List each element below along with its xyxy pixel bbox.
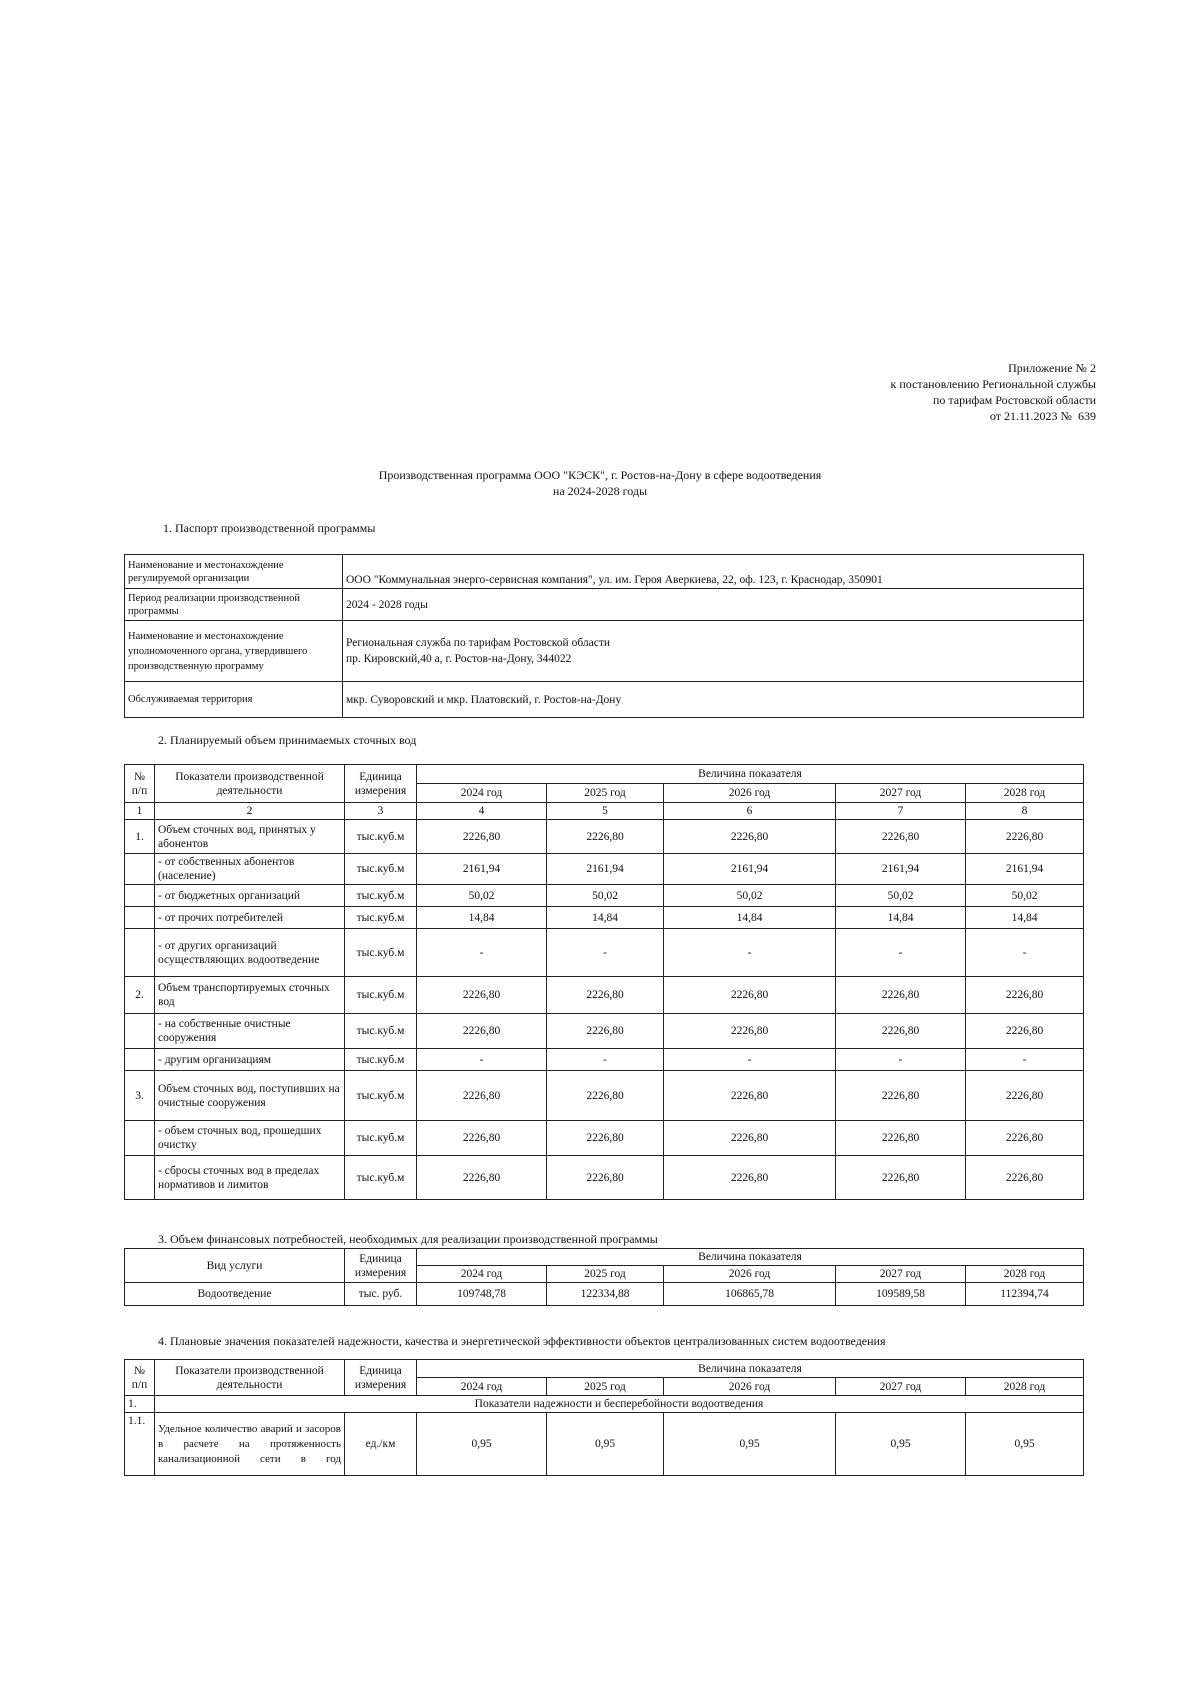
title-line-2: на 2024-2028 годы [552, 484, 648, 498]
appendix-line-1: Приложение № 2 [1008, 361, 1096, 375]
value-cell: 2161,94 [664, 854, 836, 885]
passport-value: ООО "Коммунальная энерго-сервисная компания", ул. им. Героя Аверкиева, 22, оф. 123, г. Краснодар, 350901 [343, 555, 1084, 589]
passport-row [125, 621, 1084, 682]
section2-heading: 2. Планируемый объем принимаемых сточных вод [158, 733, 417, 747]
passport-label: Наименование и местонахождение регулируемой организации [125, 555, 343, 589]
unit-cell: тыс.куб.м [345, 1121, 417, 1156]
indicator-name: - сбросы сточных вод в пределах нормативов и лимитов [155, 1156, 345, 1200]
table-row [125, 1071, 1084, 1121]
column-number: 5 [547, 803, 664, 820]
group-row [125, 1396, 1084, 1413]
table-body [125, 820, 1084, 1200]
value-cell: 2226,80 [417, 1071, 547, 1121]
value-cell: 2161,94 [836, 854, 966, 885]
value-cell: 2226,80 [417, 1014, 547, 1049]
table-row [125, 854, 1084, 885]
value-cell: 2226,80 [547, 1014, 664, 1049]
value-cell: 14,84 [966, 907, 1084, 929]
value-cell: 2226,80 [664, 1121, 836, 1156]
value-cell: 2226,80 [966, 1156, 1084, 1200]
value-cell: 2226,80 [966, 1014, 1084, 1049]
authority-name: Региональная служба по тарифам Ростовской области [346, 637, 611, 649]
table-row [125, 1156, 1084, 1200]
column-number: 1 [125, 803, 155, 820]
value-cell: - [966, 1049, 1084, 1071]
col-unit-header: Единица измерения [345, 765, 417, 803]
value-cell: 2226,80 [417, 977, 547, 1014]
value-cell: 2161,94 [547, 854, 664, 885]
row-number [125, 929, 155, 977]
value-cell: 50,02 [547, 885, 664, 907]
column-number: 2 [155, 803, 345, 820]
value-cell: - [664, 1049, 836, 1071]
value-cell: 2226,80 [966, 977, 1084, 1014]
unit-cell: тыс.куб.м [345, 1014, 417, 1049]
year-header: 2024 год [417, 784, 547, 803]
authority-address: пр. Кировский,40 а, г. Ростов-на-Дону, 344022 [346, 653, 572, 665]
year-header: 2025 год [547, 784, 664, 803]
year-header: 2028 год [966, 1266, 1084, 1283]
passport-value [343, 621, 1084, 682]
value-cell: - [417, 929, 547, 977]
column-numbers-row [125, 803, 1084, 820]
row-number: 3. [125, 1071, 155, 1121]
col-service-header: Вид услуги [125, 1249, 345, 1283]
value-cell: 14,84 [547, 907, 664, 929]
year-header: 2028 год [966, 1378, 1084, 1396]
group-title: Показатели надежности и бесперебойности водоотведения [155, 1396, 1084, 1413]
indicator-name: Удельное количество аварий и засоров в расчете на протяженность канализационной сети в год [155, 1413, 345, 1476]
value-cell: - [664, 929, 836, 977]
title-line-1: Производственная программа ООО "КЭСК", г. Ростов-на-Дону в сфере водоотведения [378, 468, 822, 482]
section3-heading: 3. Объем финансовых потребностей, необходимых для реализации производственной программы [158, 1232, 658, 1246]
value-cell: 2226,80 [417, 1156, 547, 1200]
value-cell: 50,02 [664, 885, 836, 907]
indicator-name: - на собственные очистные сооружения [155, 1014, 345, 1049]
year-header: 2028 год [966, 784, 1084, 803]
value-cell: 2226,80 [966, 1071, 1084, 1121]
value-cell: 0,95 [547, 1413, 664, 1476]
column-number: 4 [417, 803, 547, 820]
value-cell: 2226,80 [836, 1121, 966, 1156]
document-title [0, 467, 1200, 499]
indicator-name: - объем сточных вод, прошедших очистку [155, 1121, 345, 1156]
table-header-row [125, 1360, 1084, 1378]
row-number [125, 1121, 155, 1156]
value-cell: 2226,80 [547, 1156, 664, 1200]
year-header: 2026 год [664, 1266, 836, 1283]
value-cell: 106865,78 [664, 1283, 836, 1306]
appendix-line-4: от 21.11.2023 № 639 [989, 409, 1096, 423]
value-cell: 50,02 [836, 885, 966, 907]
table-row [125, 1049, 1084, 1071]
value-cell: 2226,80 [547, 1121, 664, 1156]
value-cell: 2226,80 [836, 1071, 966, 1121]
col-indicator-header: Показатели производственной деятельности [155, 1360, 345, 1396]
reliability-table [124, 1359, 1084, 1476]
value-cell: 2226,80 [547, 820, 664, 854]
row-number [125, 1014, 155, 1049]
row-number: 1. [125, 820, 155, 854]
row-number: 1.1. [125, 1413, 155, 1476]
column-number: 8 [966, 803, 1084, 820]
passport-label: Наименование и местонахождение уполномоченного органа, утвердившего производственную программу [125, 621, 343, 682]
col-num-header: № п/п [125, 1360, 155, 1396]
value-header: Величина показателя [417, 765, 1084, 784]
unit-cell: тыс.куб.м [345, 820, 417, 854]
value-cell: 14,84 [417, 907, 547, 929]
year-header: 2024 год [417, 1378, 547, 1396]
value-cell: 2161,94 [417, 854, 547, 885]
value-cell: - [836, 929, 966, 977]
value-cell: - [836, 1049, 966, 1071]
table-header-row [125, 1249, 1084, 1266]
passport-table [124, 554, 1084, 718]
section1-heading: 1. Паспорт производственной программы [163, 521, 376, 535]
value-cell: 112394,74 [966, 1283, 1084, 1306]
unit-cell: тыс.куб.м [345, 885, 417, 907]
year-header: 2026 год [664, 784, 836, 803]
value-cell: 2226,80 [664, 820, 836, 854]
table-header-row [125, 765, 1084, 784]
value-cell: 14,84 [836, 907, 966, 929]
value-cell: 0,95 [966, 1413, 1084, 1476]
value-cell: 2226,80 [547, 1071, 664, 1121]
passport-value: мкр. Суворовский и мкр. Платовский, г. Ростов-на-Дону [343, 682, 1084, 718]
table-row [125, 885, 1084, 907]
indicator-name: - от бюджетных организаций [155, 885, 345, 907]
value-cell: 2226,80 [836, 1156, 966, 1200]
table-row [125, 977, 1084, 1014]
year-header: 2026 год [664, 1378, 836, 1396]
value-cell: 2226,80 [836, 977, 966, 1014]
appendix-header [891, 360, 1096, 424]
value-cell: 109748,78 [417, 1283, 547, 1306]
passport-label: Период реализации производственной программы [125, 589, 343, 621]
value-cell: - [547, 929, 664, 977]
unit-cell: тыс. руб. [345, 1283, 417, 1306]
section4-heading: 4. Плановые значения показателей надежности, качества и энергетической эффективности объектов централизованных систем водоотведения [158, 1334, 886, 1348]
column-number: 7 [836, 803, 966, 820]
year-header: 2024 год [417, 1266, 547, 1283]
table-row [125, 929, 1084, 977]
value-cell: 122334,88 [547, 1283, 664, 1306]
year-header: 2027 год [836, 1266, 966, 1283]
service-name: Водоотведение [125, 1283, 345, 1306]
table-row [125, 1121, 1084, 1156]
wastewater-volume-table [124, 764, 1084, 1200]
value-header: Величина показателя [417, 1249, 1084, 1266]
passport-row [125, 589, 1084, 621]
indicator-name: - от прочих потребителей [155, 907, 345, 929]
indicator-name: Объем сточных вод, поступивших на очистные сооружения [155, 1071, 345, 1121]
value-cell: 2226,80 [966, 820, 1084, 854]
row-number [125, 1156, 155, 1200]
col-unit-header: Единица измерения [345, 1249, 417, 1283]
unit-cell: тыс.куб.м [345, 929, 417, 977]
value-cell: 50,02 [966, 885, 1084, 907]
passport-label: Обслуживаемая территория [125, 682, 343, 718]
value-cell: 0,95 [417, 1413, 547, 1476]
column-number: 3 [345, 803, 417, 820]
group-number: 1. [125, 1396, 155, 1413]
value-cell: 2226,80 [664, 1014, 836, 1049]
col-num-header: № п/п [125, 765, 155, 803]
value-cell: 0,95 [664, 1413, 836, 1476]
value-cell: 2226,80 [417, 820, 547, 854]
unit-cell: тыс.куб.м [345, 1156, 417, 1200]
table-row [125, 1014, 1084, 1049]
year-header: 2027 год [836, 1378, 966, 1396]
value-cell: - [547, 1049, 664, 1071]
table-row [125, 907, 1084, 929]
value-cell: 2161,94 [966, 854, 1084, 885]
value-cell: 2226,80 [664, 977, 836, 1014]
value-header: Величина показателя [417, 1360, 1084, 1378]
passport-row [125, 555, 1084, 589]
unit-cell: тыс.куб.м [345, 1071, 417, 1121]
unit-cell: тыс.куб.м [345, 854, 417, 885]
passport-row [125, 682, 1084, 718]
value-cell: 2226,80 [417, 1121, 547, 1156]
value-cell: 50,02 [417, 885, 547, 907]
appendix-line-3: по тарифам Ростовской области [932, 393, 1096, 407]
row-number [125, 885, 155, 907]
value-cell: 2226,80 [664, 1156, 836, 1200]
unit-cell: тыс.куб.м [345, 977, 417, 1014]
row-number: 2. [125, 977, 155, 1014]
value-cell: 2226,80 [836, 820, 966, 854]
value-cell: 2226,80 [547, 977, 664, 1014]
row-number [125, 854, 155, 885]
value-cell: 0,95 [836, 1413, 966, 1476]
indicator-name: Объем транспортируемых сточных вод [155, 977, 345, 1014]
passport-value: 2024 - 2028 годы [343, 589, 1084, 621]
value-cell: 2226,80 [966, 1121, 1084, 1156]
year-header: 2025 год [547, 1266, 664, 1283]
year-header: 2025 год [547, 1378, 664, 1396]
col-indicator-header: Показатели производственной деятельности [155, 765, 345, 803]
financial-needs-table [124, 1248, 1084, 1306]
table-row [125, 1413, 1084, 1476]
row-number [125, 1049, 155, 1071]
row-number [125, 907, 155, 929]
column-number: 6 [664, 803, 836, 820]
value-cell: 14,84 [664, 907, 836, 929]
indicator-name: Объем сточных вод, принятых у абонентов [155, 820, 345, 854]
value-cell: 2226,80 [836, 1014, 966, 1049]
indicator-name: - другим организациям [155, 1049, 345, 1071]
unit-cell: тыс.куб.м [345, 1049, 417, 1071]
indicator-name: - от других организаций осуществляющих водоотведение [155, 929, 345, 977]
unit-cell: ед./км [345, 1413, 417, 1476]
table-row [125, 1283, 1084, 1306]
value-cell: - [417, 1049, 547, 1071]
col-unit-header: Единица измерения [345, 1360, 417, 1396]
table-row [125, 820, 1084, 854]
value-cell: - [966, 929, 1084, 977]
value-cell: 109589,58 [836, 1283, 966, 1306]
value-cell: 2226,80 [664, 1071, 836, 1121]
year-header: 2027 год [836, 784, 966, 803]
indicator-name: - от собственных абонентов (население) [155, 854, 345, 885]
appendix-line-2: к постановлению Региональной службы [890, 377, 1096, 391]
unit-cell: тыс.куб.м [345, 907, 417, 929]
